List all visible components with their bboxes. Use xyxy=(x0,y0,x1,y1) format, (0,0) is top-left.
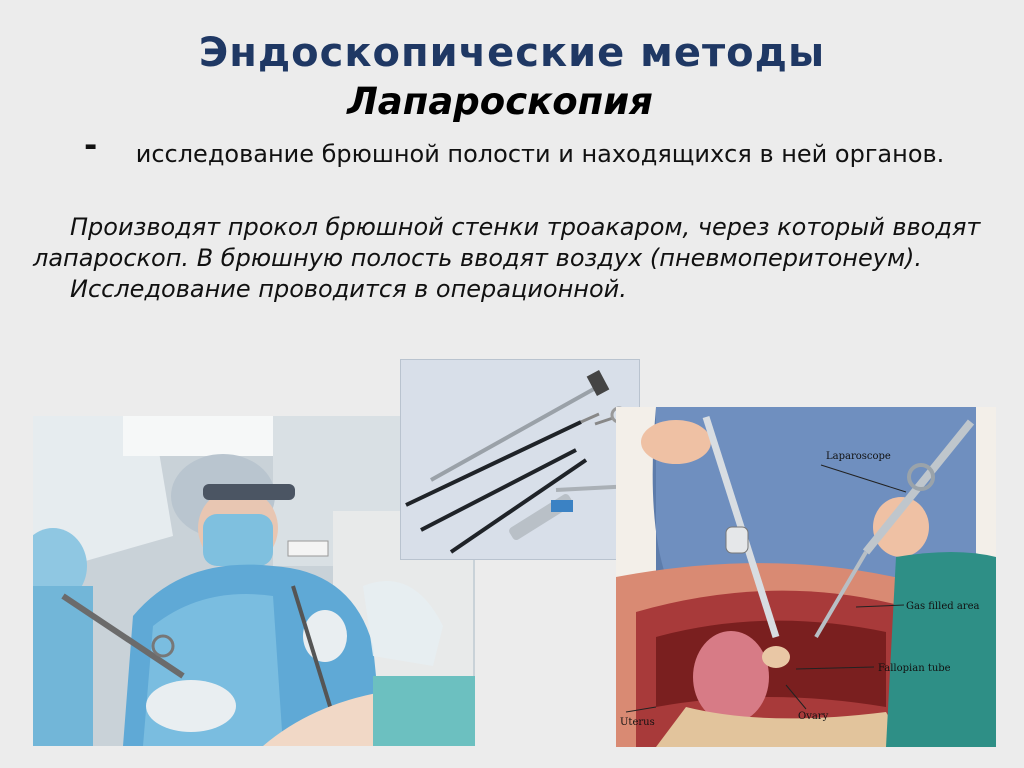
label-gas-filled-area: Gas filled area xyxy=(906,601,980,612)
slide-subtitle: Лапароскопия xyxy=(347,80,653,123)
body-text xyxy=(33,212,1018,305)
label-ovary: Ovary xyxy=(798,711,829,722)
anatomy-illustration xyxy=(616,407,996,747)
slide-title: Эндоскопические методы xyxy=(198,30,826,76)
label-uterus: Uterus xyxy=(620,717,655,728)
definition-text: исследование брюшной полости и находящихся в ней органов. xyxy=(135,140,945,168)
anatomy-diagram xyxy=(616,407,996,747)
definition-dash: - xyxy=(84,126,98,164)
label-fallopian-tube: Fallopian tube xyxy=(878,663,951,674)
instruments-illustration xyxy=(401,360,640,560)
label-laparoscope: Laparoscope xyxy=(826,451,891,462)
paragraph-location: Исследование проводится в операционной. xyxy=(70,275,627,303)
paragraph-procedure: Производят прокол брюшной стенки троакаром, через который вводят лапароскоп. В брюшную полость вводят воздух (пневмоперитонеум). xyxy=(33,213,981,272)
instruments-photo xyxy=(400,359,640,560)
